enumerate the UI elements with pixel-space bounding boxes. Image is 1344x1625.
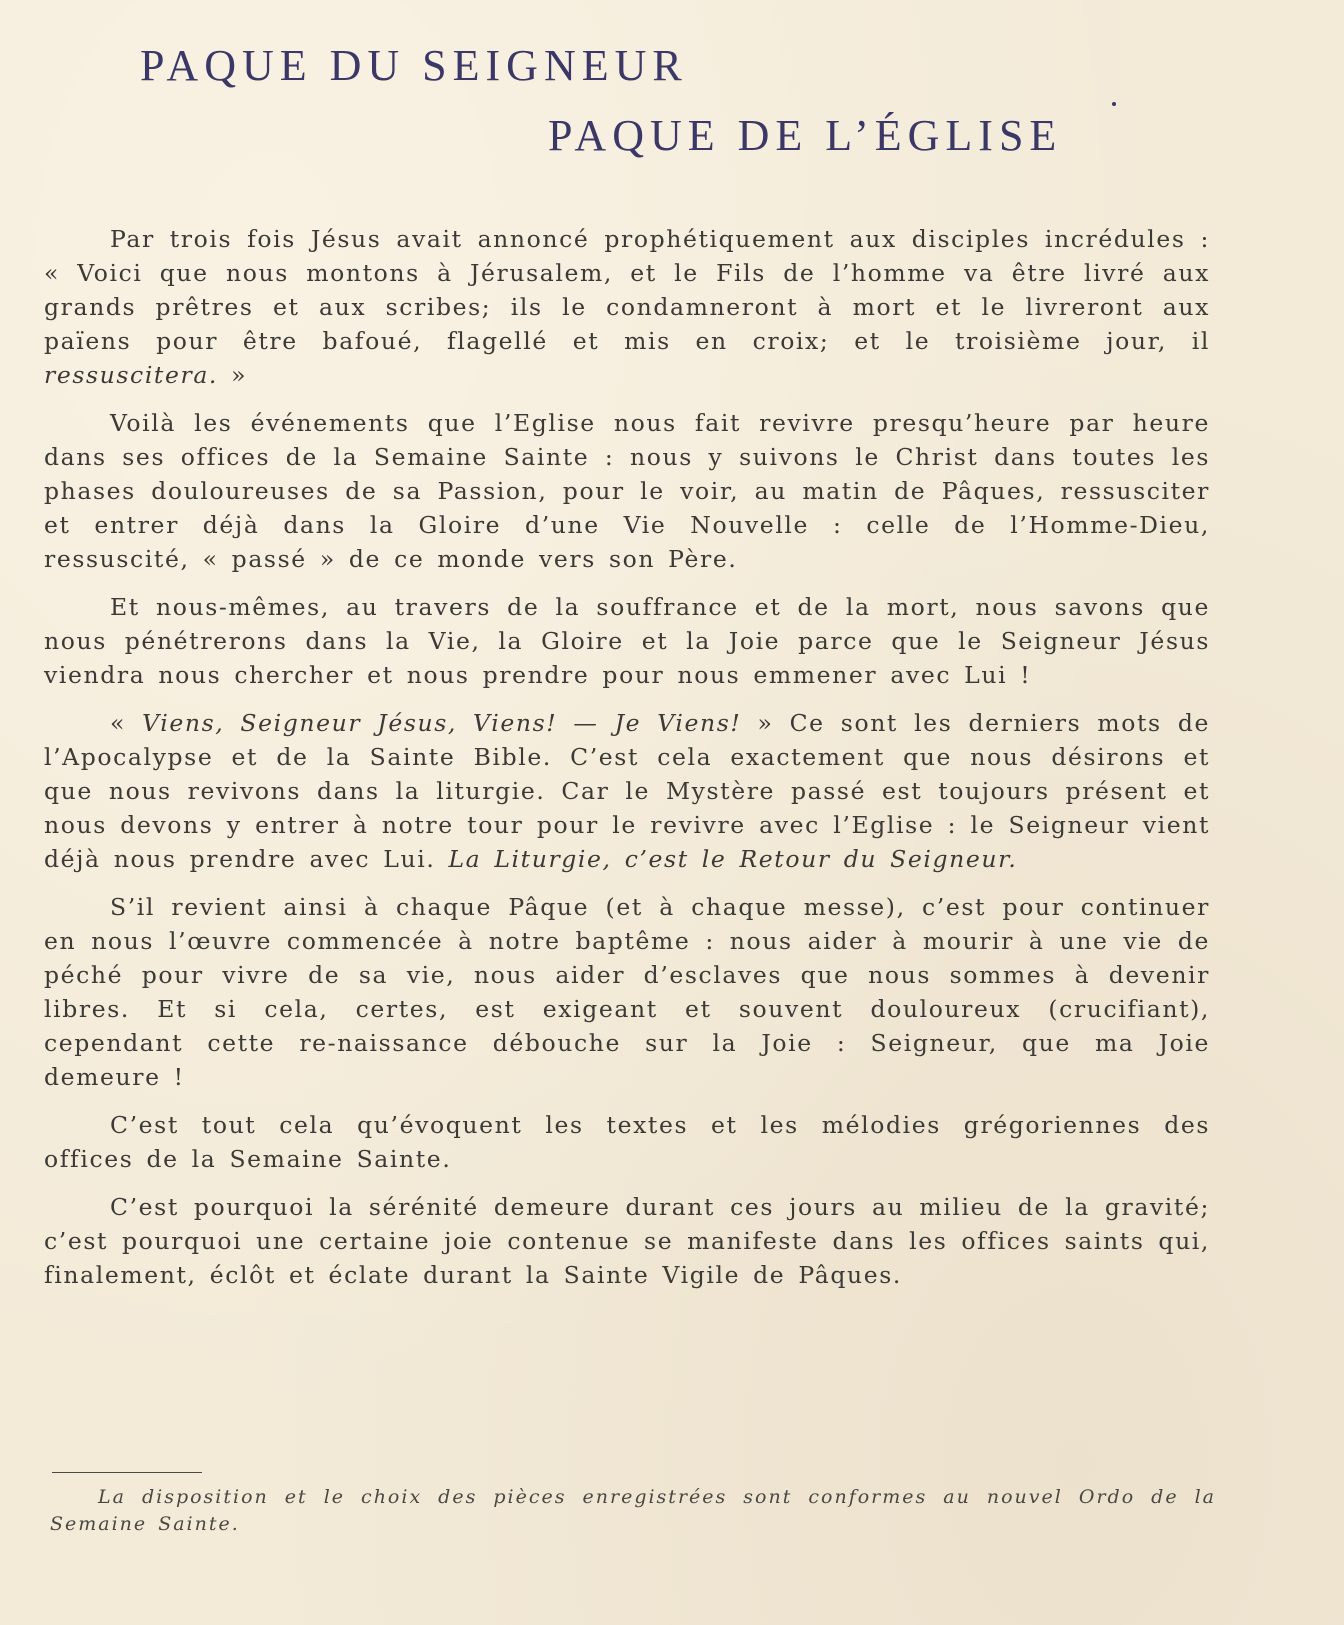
title-line-1: PAQUE DU SEIGNEUR — [140, 41, 688, 90]
paragraph-1-text-2: » — [218, 361, 248, 389]
paragraph-6 — [44, 1108, 1210, 1176]
paragraph-4-text-1: « — [110, 709, 143, 737]
paragraph-4-italic-1: Viens, Seigneur Jésus, Viens! — Je Viens! — [142, 709, 742, 737]
paragraph-5-text: S’il revient ainsi à chaque Pâque (et à chaque messe), c’est pour continuer en nous l’œuvre commencée à notre baptême : nous aider à mourir à une vie de péché pour vivre de sa vie, nous aider d’esclaves que nous sommes à devenir libres. Et si cela, certes, est exigeant et souvent douloureux (crucifiant), cependant cette re-naissance débouche sur la Joie : Seigneur, que ma Joie demeure ! — [44, 893, 1210, 1091]
paragraph-4-italic-2: La Liturgie, c’est le Retour du Seigneur. — [448, 845, 1018, 873]
title-line-2: PAQUE DE L’ÉGLISE — [548, 111, 1063, 160]
paragraph-1 — [44, 222, 1210, 392]
paragraph-2-text: Voilà les événements que l’Eglise nous fait revivre presqu’heure par heure dans ses offices de la Semaine Sainte : nous y suivons le Christ dans toutes les phases douloureuses de sa Passion, pour le voir, au matin de Pâques, ressusciter et entrer déjà dans la Gloire d’une Vie Nouvelle : celle de l’Homme-Dieu, ressuscité, « passé » de ce monde vers son Père. — [44, 409, 1210, 573]
paragraph-2 — [44, 406, 1210, 576]
paragraph-3-text: Et nous-mêmes, au travers de la souffrance et de la mort, nous savons que nous pénétrerons dans la Vie, la Gloire et la Joie parce que le Seigneur Jésus viendra nous chercher et nous prendre pour nous emmener avec Lui ! — [44, 593, 1210, 689]
paragraph-1-italic: ressuscitera. — [44, 361, 218, 389]
body-text — [44, 222, 1210, 1306]
paragraph-5 — [44, 890, 1210, 1094]
paragraph-3 — [44, 590, 1210, 692]
title-mark — [1112, 102, 1116, 106]
footnote: La disposition et le choix des pièces enregistrées sont conformes au nouvel Ordo de la Semaine Sainte. — [50, 1486, 1216, 1535]
paragraph-4-text-2: » Ce sont les derniers mots de l’Apocalypse et de la Sainte Bible. C’est cela exactement que nous désirons et que nous revivons dans la liturgie. Car le Mystère passé est toujours présent et nous devons y entrer à notre tour pour le revivre avec l’Eglise : le Seigneur vient déjà nous prendre avec Lui. — [44, 709, 1210, 873]
paragraph-7 — [44, 1190, 1210, 1292]
paragraph-1-text-1: Par trois fois Jésus avait annoncé prophétiquement aux disciples incrédules : « Voici que nous montons à Jérusalem, et le Fils de l’homme va être livré aux grands prêtres et aux scribes; ils le condamneront à mort et le livreront aux païens pour être bafoué, flagellé et mis en croix; et le troisième jour, il — [44, 225, 1210, 355]
paragraph-4 — [44, 706, 1210, 876]
paragraph-7-text: C’est pourquoi la sérénité demeure durant ces jours au milieu de la gravité; c’est pourquoi une certaine joie contenue se manifeste dans les offices saints qui, finalement, éclôt et éclate durant la Sainte Vigile de Pâques. — [44, 1193, 1210, 1289]
footnote-divider — [52, 1472, 202, 1473]
paragraph-6-text: C’est tout cela qu’évoquent les textes et les mélodies grégoriennes des offices de la Semaine Sainte. — [44, 1111, 1210, 1173]
